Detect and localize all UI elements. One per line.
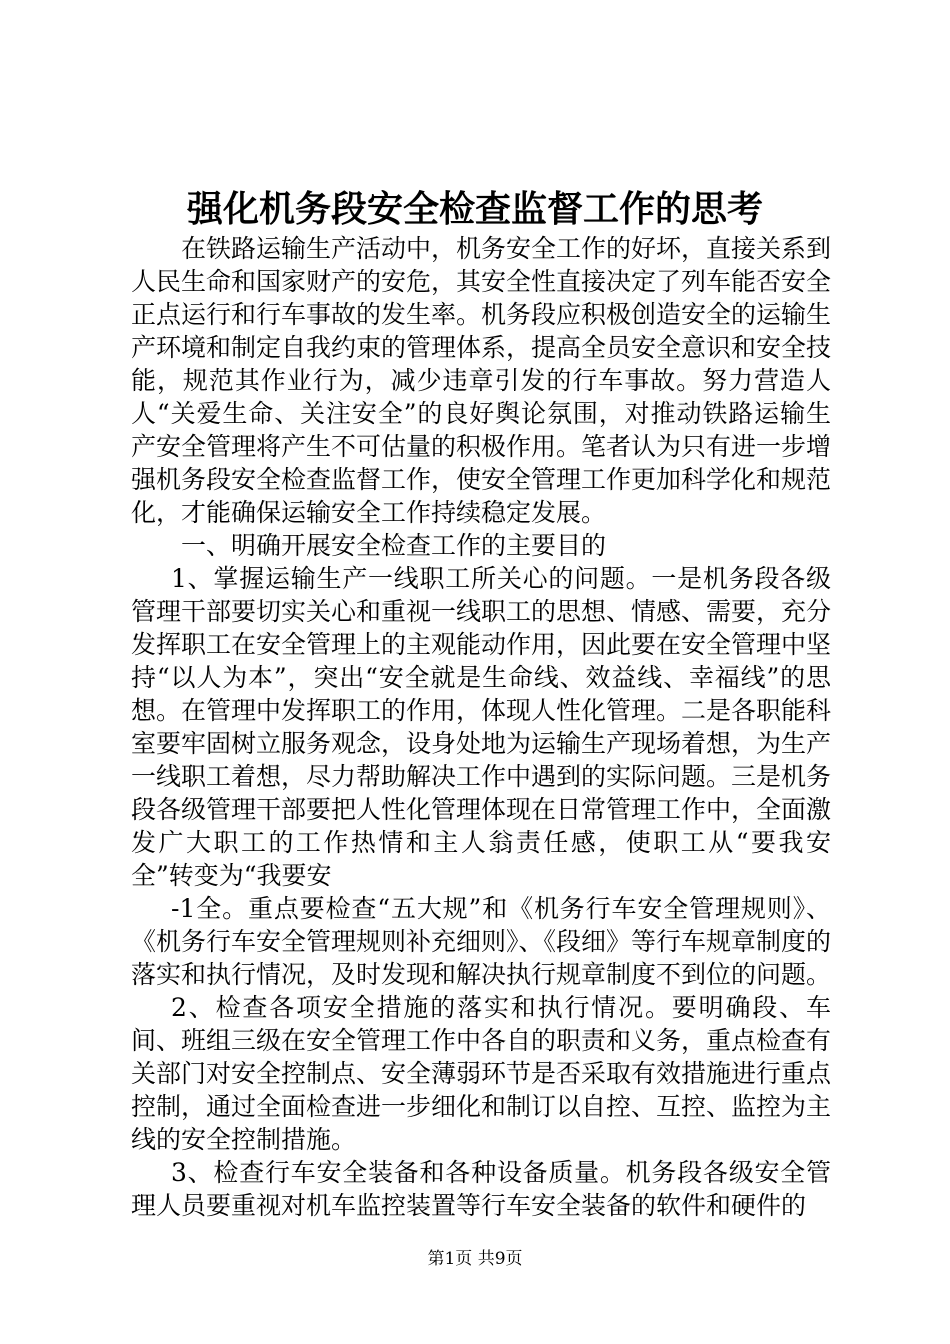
page-footer: 第1页 共9页 <box>427 1249 523 1269</box>
paragraph-item-3: 3、检查行车安全装备和各种设备质量。机务段各级安全管理人员要重视对机车监控装置等行车安全装备的软件和硬件的 <box>131 1158 831 1220</box>
document-body <box>131 232 831 1222</box>
paragraph-continuation: -1全。重点要检查“五大规”和《机务行车安全管理规则》、《机务行车安全管理规则补充细则》、《段细》等行车规章制度的落实和执行情况，及时发现和解决执行规章制度不到位的问题。 <box>131 894 832 989</box>
document-title: 强化机务段安全检查监督工作的思考 <box>186 188 763 230</box>
paragraph-item-2: 2、检查各项安全措施的落实和执行情况。要明确段、车间、班组三级在安全管理工作中各自的职责和义务，重点检查有关部门对安全控制点、安全薄弱环节是否采取有效措施进行重点控制，通过全面检查进一步细化和制订以自控、互控、监控为主线的安全控制措施。 <box>131 993 832 1154</box>
paragraph-item-1: 1、掌握运输生产一线职工所关心的问题。一是机务段各级管理干部要切实关心和重视一线职工的思想、情感、需要，充分发挥职工在安全管理上的主观能动作用，因此要在安全管理中坚持“以人为本”，突出“安全就是生命线、效益线、幸福线”的思想。在管理中发挥职工的作用，体现人性化管理。二是各职能科室要牢固树立服务观念，设身处地为运输生产现场着想，为生产一线职工着想，尽力帮助解决工作中遇到的实际问题。三是机务段各级管理干部要把人性化管理体现在日常管理工作中，全面激发广大职工的工作热情和主人翁责任感，使职工从“要我安全”转变为“我要安 <box>131 564 832 890</box>
section-heading: 一、明确开展安全检查工作的主要目的 <box>181 531 607 560</box>
paragraph-intro: 在铁路运输生产活动中，机务安全工作的好坏，直接关系到人民生命和国家财产的安危，其安全性直接决定了列车能否安全正点运行和行车事故的发生率。机务段应积极创造安全的运输生产环境和制定自我约束的管理体系，提高全员安全意识和安全技能，规范其作业行为，减少违章引发的行车事故。努力营造人人“关爱生命、关注安全”的良好舆论氛围，对推动铁路运输生产安全管理将产生不可估量的积极作用。笔者认为只有进一步增强机务段安全检查监督工作，使安全管理工作更加科学化和规范化，才能确保运输安全工作持续稳定发展。 <box>131 234 832 527</box>
